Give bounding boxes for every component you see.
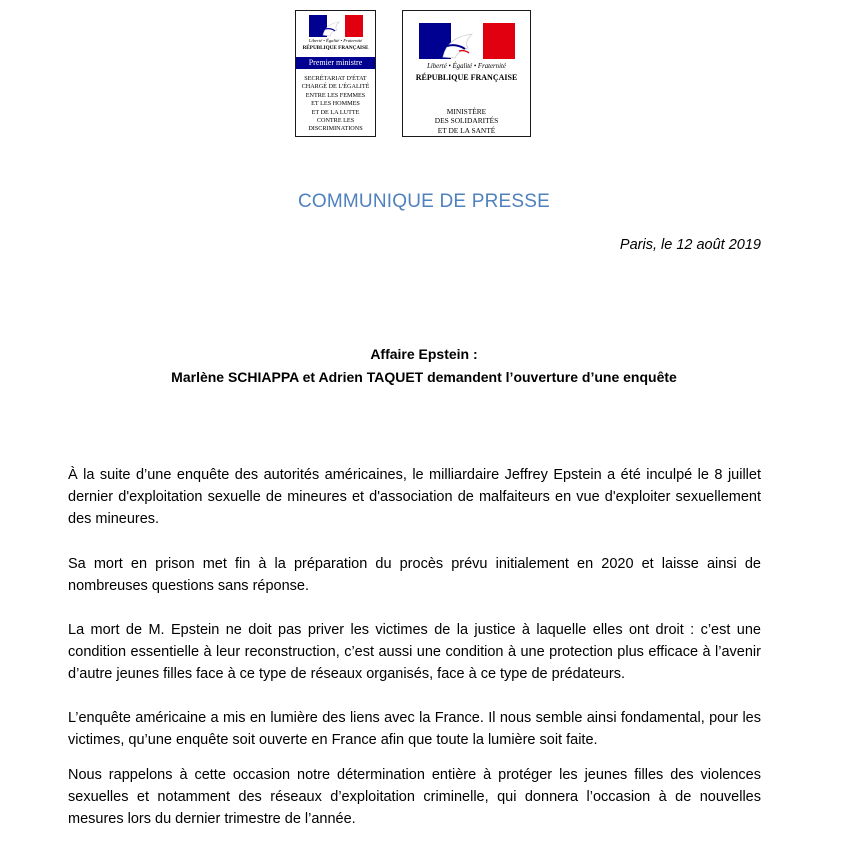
marianne-emblem-icon: [419, 23, 515, 59]
motto-text: Liberté • Égalité • Fraternité: [427, 63, 506, 70]
premier-ministre-band: Premier ministre: [296, 57, 375, 69]
republic-text: RÉPUBLIQUE FRANÇAISE: [415, 73, 518, 82]
ministere-line: ET DE LA SANTÉ: [437, 125, 496, 135]
paragraph: L’enquête américaine a mis en lumière des liens avec la France. Il nous semble ainsi fondamental, pour les victimes, qu’une enquête soit ouverte en France afin que toute la lumière soit faite.: [68, 710, 761, 748]
ministere-line: DES SOLIDARITÉS: [434, 116, 499, 126]
secretariat-line: ENTRE LES FEMMES: [305, 91, 366, 99]
secretariat-line: CONTRE LES: [316, 117, 355, 125]
secretariat-text: [296, 75, 375, 134]
dateline: Paris, le 12 août 2019: [619, 237, 761, 253]
secretariat-line: ET LES HOMMES: [311, 100, 360, 108]
paragraph: La mort de M. Epstein ne doit pas priver les victimes de la justice à laquelle elles ont droit : c’est une condition essentielle à leur reconstruction, c’est aussi une condition à une protection plus efficace à l’avenir d’autre jeunes filles face à ce type de réseaux organisés, face à ce type de prédateurs.: [68, 622, 761, 682]
subject-line-2: Marlène SCHIAPPA et Adrien TAQUET demandent l’ouverture d’une enquête: [171, 369, 677, 385]
republic-text: RÉPUBLIQUE FRANÇAISE: [302, 45, 369, 51]
page-title: COMMUNIQUE DE PRESSE: [297, 191, 551, 212]
marianne-emblem-icon: [309, 15, 363, 37]
ministere-text: [403, 107, 530, 135]
subject-line-1: Affaire Epstein :: [370, 346, 478, 362]
secretariat-line: ET DE LA LUTTE: [311, 108, 360, 116]
secretariat-line: CHARGÉ DE L'ÉGALITÉ: [301, 83, 370, 91]
logo-ministere-solidarites: [402, 10, 531, 137]
paragraph: Nous rappelons à cette occasion notre détermination entière à protéger les jeunes filles des violences sexuelles et notamment des réseaux d’exploitation criminelle, qui donnera l’occasion à de nouvelles mesures lors du dernier trimestre de l’année.: [68, 767, 761, 827]
secretariat-line: DISCRIMINATIONS: [308, 125, 363, 133]
paragraph: À la suite d’une enquête des autorités américaines, le milliardaire Jeffrey Epstein a été inculpé le 8 juillet dernier d'exploitation sexuelle de mineures et d'association de malfaiteurs en vue d'exploiter sexuellement des mineures.: [68, 467, 761, 527]
motto-text: Liberté • Égalité • Fraternité: [308, 38, 363, 43]
logo-premier-ministre: [295, 10, 376, 137]
ministere-line: MINISTÈRE: [446, 107, 487, 116]
secretariat-line: SECRÉTARIAT D'ÉTAT: [304, 75, 367, 82]
paragraph: Sa mort en prison met fin à la préparation du procès prévu initialement en 2020 et laisse ainsi de nombreuses questions sans réponse.: [68, 556, 761, 594]
